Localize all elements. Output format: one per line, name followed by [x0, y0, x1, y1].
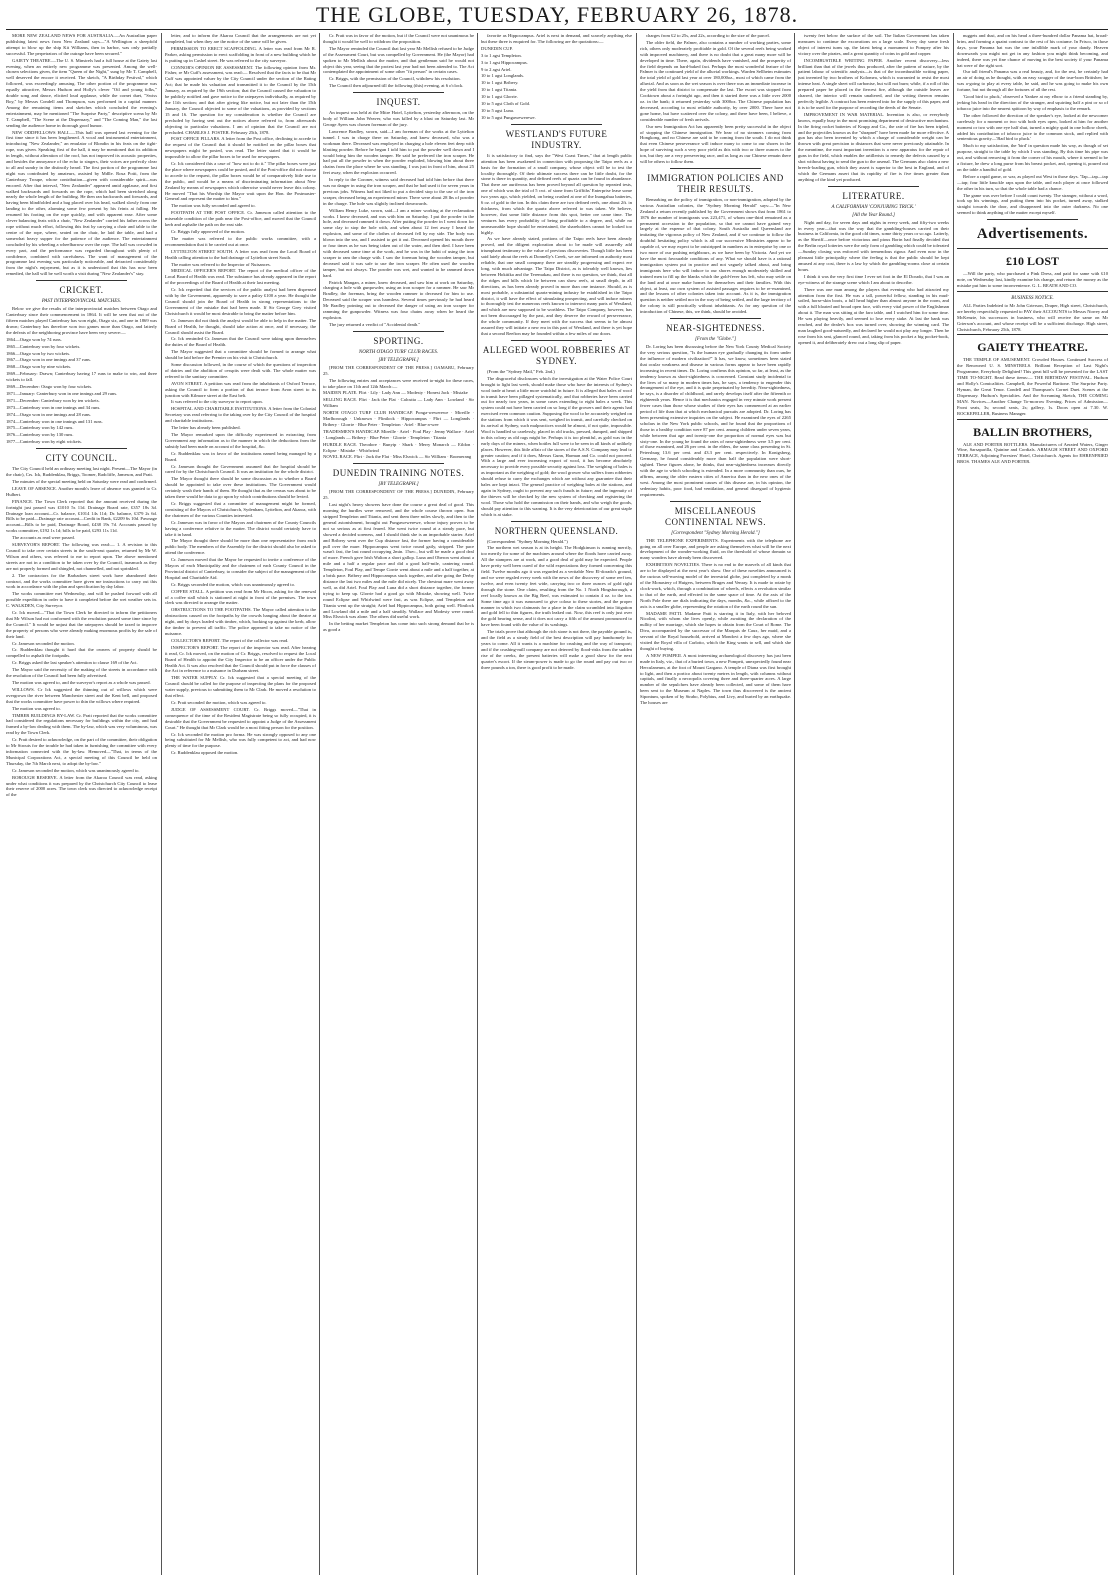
article-paragraph: THE WATER SUPPLY. Cr. Ick suggested that a special meeting of the Council should be called for the purpose of inspecting the plans for the proposed water supply, previous to submitting them to Mr Clark. He moved a resolution to that effect. — [165, 675, 316, 699]
section-heading: INQUEST. — [376, 97, 421, 108]
article-paragraph: LEAVE OF ABSENCE. Another month's leave of absence was granted to Cr. Hulbert. — [6, 485, 157, 497]
article-paragraph: The Mayor said the necessity of the making of the streets in accordance with the resolution of the Council had been fully advertised. — [6, 667, 157, 679]
article-paragraph: IMPROVEMENT IN WAR MATERIAL. Invention is also, or everybody knows, equally busy in the most promising department of destructive mechanism. In the firing rocket batteries of Krupp and Co., the rate of fire has been tripled, and the projectiles known as the "shrapnel" have been made far more effective. A gun has also been invented by which a charge of considerable weight can be thrown with great precision to distances that were never previously attainable. In the meantime, the most important invention is a new apparatus for the repair of guns in the field, which enables the artillerists to remedy the defects caused by a shot without having to send the gun to the arsenal. The Germans also claim a new breech-loading gun, which they assert is superior to the best in England, and of which the Germans assert that its rapidity of fire is five times greater than anything of the kind yet produced. — [798, 111, 949, 182]
article-paragraph: GAIETY THEATRE.—The U. S. Minstrels had a full house at the Gaiety last evening, when an entirely new programme was presented. Among the well-chosen selections given, the item "Queen of the Night," sung by Mr T. Campbell, well deserved the encore it received. The sketch, "A Birthday Festival," which followed, was exceedingly amusing. The other portion of the programme was equally attractive, Messrs Hudson and Holly's clever "Oil and young folks," double song and dance, elicited loud applause, while the cornet duet, "Swiss Boy," by Messrs Condell and Thompson, was performed in a capital manner. Among the remaining items and sketches which concluded the evening's entertainment, may be mentioned "The Surprise Party," descriptive scena by Mr T. Campbell, "The Scene at the Dispensary," and "The Coming Man," the last sending the audience home in thorough good humor. — [6, 57, 157, 128]
article-paragraph: letter, and to inform the Akaroa Council that the arrangements are not yet completed, but when they are the notice of the same will be given. — [165, 33, 316, 44]
list-item: 1866—Otago won by two wickets. — [6, 350, 71, 356]
masthead-rule — [6, 29, 1108, 30]
article-paragraph: INCOMBUSTIBLE WRITING PAPER. Another recent discovery—less brilliant than that of the jewels thus produced, after the pattern of nature, by the patient labour of scientific analysts—is that of the incombustible writing paper, just invented by two brothers of Kolomea, which is warranted to resist the most intense heat. A single sheet will carbonise, but will not burn; while, if a roll of this prepared paper be placed in the fiercest fire, although the outside leaves are charred, the interior will remain unaltered, and the writing thereon remains perfectly legible. A contract has been entered into for the supply of this paper, and it is to be used for the purpose of recording the deeds of the Senate. — [798, 57, 949, 110]
article-paragraph: Cr. Ick reminded Cr. Jameson that the Council were taking upon themselves the duties of the Board of Health. — [165, 336, 316, 348]
article-paragraph: MADAME PATTI. Madame Patti is starring it in Italy, with her beloved Nicolini, with whom she lives openly, while awaiting the declaration of the nullity of her marriage, which she hopes to obtain from the Court of Rome. The Diva, accompanied by the successor of the Marquis de Caux, her maid, and a servant of the Royal household, arrived at Mondovi a few days ago, where she visited the Royal villa of Carlotto, which the King wants to sell, and which she thought of buying. — [640, 610, 791, 651]
article-paragraph: The City Council held an ordinary meeting last night. Present—The Mayor (in the chair), Crs. Ick, Ruddenklau, Briggs, Toomer, Radcliffe, Jameson, and Pratt. — [6, 466, 157, 478]
section-subheading: PAST INTERPROVINCIAL MATCHES. — [41, 299, 122, 305]
article-paragraph: Cr. Pratt desired to acknowledge, on the part of the committee, their obligation to Mr Strouts for the trouble he had taken in furnishing the committee with every information connected with the by-law. Hemoved—"That, in terms of the Municipal Corporations Act, a special meeting of this Council be held on Thursday, the 7th March next, to adopt the by-law." — [6, 737, 157, 766]
article-paragraph: Cr. Jameson seconded the motion, which was unanimously agreed to. — [12, 767, 140, 773]
article-paragraph: 'Good bird to pluck,' observed a Yankee at my elbow to a friend standing by, jerking his head in the direction of the stranger, and squirting half a pint or so of tobacco juice into the nearest spittoon by way of emphasis to the remark. — [957, 94, 1108, 111]
article-paragraph: The motion was fully seconded and agreed to. — [171, 203, 256, 209]
article-paragraph: The game was over before I could count twenty. The stranger, without a word, took up his winnings, and putting them into his pocket, turned away, stalked straight towards the door, and disappeared into the outer darkness. No one seemed to think anything of the matter except myself. — [957, 192, 1108, 216]
article-paragraph: An inquest was held at the Mitre Hotel, Lyttelton, yesterday afternoon, on the body of William John Weaver, who was killed by a blast on Saturday last. Mr George Ayers was chosen foreman of the jury. — [323, 110, 474, 127]
article-paragraph: I think it was the very first time I ever set foot in the El Dorado, that I was an eye-witness of the strange scene which I am about to describe. — [798, 273, 949, 285]
ad-headline: BALLIN BROTHERS, — [973, 424, 1092, 439]
article-paragraph: The Mayor remarked upon the difficulty experienced in extracting from Government any information as to the manner in which the deductions from the subsidy had been made on account of the hospital, &c. — [165, 432, 316, 449]
article-paragraph: Patrick Mangan, a miner, knew deceased, and saw him at work on Saturday, charging a hole with gunpowder, using an iron scraper for a rammer. He saw Mr Bradley, the foreman, bring the wooden rammer to deceased for him to use. Deceased said the scraper was harmless. Several times previously he had heard Mr Bradley pointing out to deceased the danger of using an iron scraper for ramming the gunpowder. Witness was four chains away when he heard the explosion. — [323, 279, 474, 320]
article-paragraph: There was one man among the players that evening who had attracted my attention from the first. He was a tall, powerful fellow, standing in his mud-soiled, horse-skin boots, a full head higher than almost anyone in the room, and with a full bloated and broad open face, with every vital power of the Englishman about it. The man was sitting at the faro table, and I watched him for some time. He was playing heavily, and seemed to lose every stake. At last the bank was reached, and the dealer's box was turned over, showing the winning card. The man laughed good-naturedly, and declared he would not play any longer. Then he rose from his seat, glanced round, and, taking from his pocket a big pocket-book, opened it, and deliberately drew out a long slip of paper. — [798, 286, 949, 345]
article-paragraph: Below we give the results of the interprovincial matches between Otago and Canterbury since their commencement in 1864. It will be seen that out of the fifteen matches played Canterbury has won eight, Otago six, and one in 1869 was drawn; Canterbury has therefore won two games more than Otago, and latterly the defeats of the neighboring province have been very severe:— — [6, 306, 157, 335]
article-paragraph: The trials prove that although the rich stone is not there, the payable ground is, and the field as a steady field of the best description will pay handsomely for years to come. All it wants is a machine for crushing and the way of transport; and if the crushing-mill company are not deterred by flood-risks from the sudden rise of the creeks, the present batteries will make a good show for the next quarter's escort. If the steam-power is made to go the round and pay out two or three pounds a ton, there is good profit to be made. — [481, 629, 632, 670]
ad-heading: BUSINESS NOTICE. — [1011, 295, 1054, 301]
section-separator — [670, 318, 761, 319]
article-paragraph: AVON STREET. A petition was read from the inhabitants of Oxford Terrace, asking the Council to form a portion of that terrace from Avon street to its junction with Kilmore street at the East belt. — [165, 380, 316, 398]
article-paragraph: Much to my satisfaction, the 'bird' in question made his way, as though of set purpose, straight to the table by which I was standing. By this time his pipe was out, and without removing it from the corner of his mouth, where it seemed to be a fixture, he drew a long purse from his breast pocket, and, opening it, poured out on the table a handful of gold. — [957, 143, 1108, 172]
ad-headline: £10 LOST — [1005, 254, 1059, 269]
article-paragraph: Cr. Briggs seconded the motion, which was unanimously agreed to. — [171, 581, 296, 587]
list-item: 3 to 1 agst Hippocampus. — [481, 59, 528, 65]
section-heading: WESTLAND'S FUTURE INDUSTRY. — [505, 128, 608, 150]
section-byline: [From the "Globe."] — [694, 337, 737, 343]
article-paragraph: Cr. Jameson did not think the analyst would be able to help in the matter. The Board of Health, he thought, should take action at once, and if necessary, the Council should assist the Board. — [165, 317, 316, 335]
section-separator — [511, 340, 602, 341]
article-paragraph: Cr. Ick regretted that the services of the public analyst had been dispensed with by the Government, apparently to save a paltry £100 a year. He thought the Council should join the Board of Health in strong representations to the Government of the mistake that had been made. If Sir George Grey visited Christchurch it would be most desirable to bring the matter before him. — [165, 287, 316, 316]
section-separator — [828, 186, 919, 187]
column-6 — [798, 33, 949, 1573]
section-heading: ALLEGED WOOL ROBBERIES AT SYDNEY. — [482, 344, 631, 366]
article-paragraph: SURVEYOR'S REPORT. The following was read:— 1. A revision to this Council to take over certain streets in the south-east quarter, returned by Mr W. Wilson and others, was referred to me to report upon. The above mentioned streets are not in a condition to be taken over by the Council, inasmuch as they are not properly formed and shingled, not channelled, and not sprinkled. — [6, 542, 157, 571]
article-paragraph: charges from £2 to 25s, and 22s, according to the size of the parcel. — [646, 33, 770, 38]
advertisements-heading: Advertisements. — [976, 226, 1089, 243]
article-paragraph: The other followed the direction of the speaker's eye, looked at the newcomer carelessly for a moment or two with both eyes open, looked at him for another moment or two with one eye half shut, turned a mighty quid in one hollow cheek, added his contribution of tobacco juice to the common stock, and replied with sententious gravity—'Bad bird to pluck.' — [957, 112, 1108, 142]
list-item: 1874—Otago won in one innings and 28 runs. — [6, 411, 91, 417]
list-item: 3 to 1 agst Templeton. — [481, 52, 522, 58]
section-separator — [36, 280, 127, 281]
article-paragraph: The minutes of the special meeting held on Saturday were read and confirmed. — [12, 479, 157, 484]
section-separator — [353, 92, 444, 93]
article-paragraph: In the betting market Templeton has come into such strong demand that he is as good a — [323, 621, 474, 633]
column-5 — [640, 33, 791, 1573]
article-paragraph: In reply to the Coroner, witness said deceased had told him before that there was no danger in using the iron scraper, and that he had used it for seven years in previous jobs. Witness had not liked to put a decided stop to the use of the iron scraper, deceased being an experienced miner. There were about 28 lbs of powder in the charge. The hole was slightly inclined downwards. — [323, 177, 474, 206]
article-paragraph: The matter was referred to the public works committee, with a recommendation that it be carried out at once. — [165, 235, 316, 247]
column-rule — [161, 33, 162, 1575]
article-paragraph: The works committee met Wednesday, and will be pushed forward with all possible expedition in order to have it completed before the wet weather sets in. C. WALKDEN, City Surveyor. — [6, 591, 157, 609]
article-paragraph: Cr. Briggs, with the permission of the Council, withdrew his resolution. — [329, 76, 461, 82]
list-item: 1874—Canterbury won in one innings and 131 runs. — [6, 418, 103, 424]
result-list — [323, 390, 474, 460]
list-item: MAIDEN PLATE. Flirt · Lily · Lady Ann — Modesty · Honest Jack · Mistake — [323, 390, 468, 396]
article-paragraph: FINANCE. The Town Clerk reported that the amount received during the fortnight just passed was £1010 5s 11d. Drainage Board rate, £357 18s 3d. Drainage loan account—Cr. balance, £1014 14s 11d; Dr. balance, £379 2s 6d. Bills to be paid—Drainage rate account—Credit in Bank, £2209 6s 10d. Pawnage account—Bills to be paid, Drainage Board, £438 19s 7d. Accounts passed by works committee, £192 1s 1d; bills to be paid, £293 11s 11d. — [6, 498, 157, 534]
article-paragraph: 2. The contractors for the Barbadoes street work have abandoned their contract, and the works committee have given me instructions to carry out this work in accordance with the plan and specification by day labor. — [6, 572, 157, 590]
article-paragraph: Cr. Ruddenklau thought it hard that the owners of property should be compelled to asphalt the footpaths. — [6, 647, 157, 659]
article-paragraph: Cr. Jameson thought the Government assumed that the hospital should be cared for by the Christchurch Council. It was an institution for the whole district. — [165, 463, 316, 475]
list-item: 1877—Canterbury won by eight wickets. — [6, 439, 82, 445]
ad-text: —Will the party, who purchased a Pink Dress, and paid for same with £10 note, on Wednesday last, kindly examine his change, and return the money as the mistake put him to some inconvenience. G. L. BEATH AND CO. — [957, 271, 1108, 288]
article-paragraph: The Mayor reminded the Council that last year Mr Mellish refused to be Judge of the Assessment Court, but was compelled by Government. He (the Mayor) had spoken to Mr Mellish about the matter, and that gentleman said he would not object this year, seeing that the protest last year had not been attended to. The Act contemplated the appointment of some other "fit person" in certain cases. — [323, 45, 474, 75]
section-separator — [670, 168, 761, 169]
list-item: 10 to 5 agst Luna. — [481, 107, 515, 113]
result-list — [481, 46, 632, 121]
article-paragraph: Cr. Ruddenklau opposed the motion. — [171, 750, 239, 756]
advertisement — [957, 419, 1108, 466]
section-heading: IMMIGRATION POLICIES AND THEIR RESULTS. — [647, 172, 784, 194]
list-item: 1875—Canterbury won by 142 runs. — [6, 425, 74, 431]
list-item: 10 to 5 agst Pungawewerewe. — [481, 114, 536, 120]
section-byline: [All the Year Round.] — [852, 212, 895, 218]
result-list — [6, 337, 157, 446]
article-paragraph: Cr. Briggs suggested that a committee of management might be formed, consisting of the Mayors of Christchurch, Sydenham, Lyttelton, and Akaroa, with the chairmen of the various Counties interested. — [165, 500, 316, 518]
list-item: 1873—Canterbury won in one innings and 34 runs. — [6, 404, 101, 410]
article-paragraph: Cr. Briggs asked the last speaker's attention to clause 169 of the Act. — [12, 660, 138, 666]
section-heading: NORTHERN QUEENSLAND. — [494, 525, 619, 536]
column-7 — [957, 33, 1108, 1573]
article-paragraph: [FROM THE CORRESPONDENT OF THE PRESS.] OAMARU, February 25. — [323, 364, 474, 376]
section-heading: MISCELLANEOUS CONTINENTAL NEWS. — [665, 505, 766, 527]
article-paragraph: The following entries and acceptances were received to-night for these races, to take place on 11th and 12th March:— — [323, 377, 474, 389]
advertisement — [957, 334, 1108, 416]
column-4 — [481, 33, 632, 1573]
list-item: 10 to 1 agst Longlands. — [481, 73, 524, 79]
list-item: 10 to 1 agst Titania. — [481, 87, 518, 93]
article-paragraph: Before a rapid game, or war, as played out West in those days. 'Tap—tap—tap—tap; four little knuckle raps upon the table, and each player at once followed the other in his turn, so that the whole table had a chance. — [957, 173, 1108, 191]
article-paragraph: The jury returned a verdict of "Accidental death." — [329, 321, 421, 327]
article-paragraph: (From the "Sydney Mail," Feb. 2nd.) — [487, 368, 555, 374]
article-paragraph: Cr. Jameson seconded the motion. — [12, 640, 75, 646]
section-byline: [BY TELEGRAPH.] — [378, 482, 419, 488]
ad-text: ALE AND PORTER BOTTLERS. Manufacturers of Aerated Waters, Ginger Wine, Sarsaparilla, Quinine and Cordials. ARMAGH STREET AND OXFORD TERRACE, Adjoining Foresters' Hotel, Christchurch. Agents for EHRENFRIED BROS. THAMES ALE AND PORTER. — [957, 441, 1108, 465]
article-paragraph: (Correspondent "Sydney Morning Herald.") — [487, 538, 568, 544]
article-paragraph: TIMBER BUILDINGS BY-LAW. Cr. Pratt reported that the works committee had considered the regulations necessary for buildings within the city, and had framed a by-law dealing with them. The by-law, which was very voluminous, was read by the Town Clerk. — [6, 712, 157, 736]
column-rule — [477, 33, 478, 1575]
article-paragraph: LYTTELTON STREET SOUTH. A letter was read from the Local Board of Health calling attention to the bad drainage of Lyttelton street South. — [165, 248, 316, 260]
section-heading: CRICKET. — [59, 285, 104, 296]
column-rule — [319, 33, 320, 1575]
article-paragraph: PERMISSION TO ERECT SCAFFOLDING. A letter was read from Mr R. Parker, asking permission to erect scaffolding in front of a new building which he is putting up in Cashel street. He was referred to the city surveyor. — [165, 45, 316, 63]
list-item: TRADESMEN'S HANDICAP. Mireille · Ariel · Foul Play · Jenny Wallace · Ariel · Longlands — Bribery · Blue Peter · Glorrie · Templeton · Titania — [323, 428, 474, 440]
article-paragraph: CONNOR'S OPINION RE ASSESSMENT. The following opinion from Mr. Fisher, re Mr Cuff's assessment, was read:— Resolved that the facts to be that Mr Cuff was appointed valuer by the City Council under the section of the Rating Act; that he made his valuation and transmitted it to the Council by the 15th January, as required by the 19th section; that the Council caused the valuation to be publicly notified and gave notice to the ratepayers individually, as required by the 11th section; and that after giving like notice, but not later than the 15th January, the Council objected to some of the valuations, as provided by sections 15 and 16. The question for my consideration is whether the Council are precluded by having sent out the notices above referred to, from afterwards objecting to particular valuations. I am of opinion that the Council are not precluded. CHARLES J. FOSTER. February 25th, 1878. — [165, 64, 316, 135]
article-paragraph: MORE NEW ZEALAND NEWS FOR AUSTRALIA.—An Australian paper publishing latest news from New Zealand says—"A Wellington a sheepfold attempt to blow up the ship Kit Williams, then in harbor, was only partially successful. The perpetrators of the outrage have been secured." — [6, 33, 157, 56]
article-paragraph: Our tall friend's Panama was a real beauty, and, for the rest, he certainly had an air of doing as he thought, with an easy swagger of the true-born Britisher; he was a-going to play at every table, he said, and he was going to make his own fortune, but not through all the fortunes of all the rest. — [957, 69, 1108, 93]
article-paragraph: nuggets and dust, and on his head a three-hundred dollar Panama hat, broad-brim, and forming a quaint contrast to the rest of his costume. In Frisco, in those days, your Panama hat was the one infallible mark of your dandy. Heaven downwards you might not get in any fashion you might think becoming, and indeed, there was yet fine chance of moving in the best society if your Panama hat were of the right sort. — [957, 33, 1108, 68]
list-item: 10 to 1 agst Glorrie. — [481, 94, 518, 100]
section-subheading: NORTH OTAGO TURF CLUB RACES. — [358, 349, 439, 355]
list-item: SELLING RACE. Flirt · Jack the Flat · Calcutta — Lady Ann · Lowland · Sir William — [323, 397, 474, 409]
article-paragraph: The letter has already been published. — [171, 425, 241, 431]
article-paragraph: Last night's heavy showers have done the course a great deal of good. This morning the hurdles were removed, and the whole course thrown open. Sun stripped Templeton and Titania, and sent them three miles slowly, and then to the general astonishment, brought out Pungawewerewe, whose injury proves to be not so serious as at first feared. She went twice round at a steady pace, but showed a decided soreness, and I should think she is an improbable starter. Ariel and Bribery went over the Cup distance fast, the former having a considerable pull over the mare. Hippocampus went twice round gaily, stripped. The pace wasn't fast, the last round occupying 2min. 15sec., but will be made a good deal of more. French gave Irish Walton a short gallop. Luna and Oberon went about a mile and a half a regular pace and did a good half-mile, cantering round. Templeton, Foul Play, and Tempe Corrie went about a mile and a half together, at a brisk pace. Bribery and Hippocampus stuck together, and after going the Derby distance the last two miles and the mile did nicely. The chestnut mare went away well, as did Ariel. Foul Play and Luna did a short distance together, the former trying to keep up. Glorrie had a good go with Mistake, showing well. Twice round Eclipse and Whirlwind were fast, as was Eclipse, and Templeton and Titania went up the straight; Ariel had Hippocampus, both going well. Flintlock and Lowland did a mile and a half steadily. Wallace and Modesty were round. Miss Elswick was alone. The others did useful work. — [323, 502, 474, 620]
section-heading: NEAR-SIGHTEDNESS. — [666, 323, 765, 334]
advertisement — [957, 291, 1108, 333]
list-item: NOVEL RACE. Flirt · Jack the Flat · Miss Elswick — Sir William · Boomerang — [323, 454, 472, 460]
masthead: THE GLOBE, TUESDAY, FEBRUARY 26, 1878. — [315, 2, 799, 27]
article-paragraph: COFFEE STALL. A petition was read from Mr Hicon, asking for the renewal of a coffee stall which is stationed at night in front of the premises. The town clerk was directed to arrange the matter. — [165, 588, 316, 606]
article-paragraph: WILLOWS. Cr Ick suggested the thinning out of willows which were overgrown the river between Manchester street and the Kent bell, and proposed that the works committee have power to thin the willows where required. — [6, 686, 157, 704]
section-heading: SPORTING. — [373, 335, 424, 346]
article-paragraph: Cr. Jameson moved that the Mayor be requested to invite a conference of the Mayors of each Municipality and the chairmen of each County Council in the Provincial district of Canterbury, to consider the subject of the management of the Hospital and Charitable Aid. — [165, 557, 316, 580]
column-rule — [953, 33, 954, 1575]
article-paragraph: Cr. Ick considered this a case of "how not to do it." The pillar boxes were just the place where newspapers could be posted, and if the Post-office did not choose to accede to the request, the pillar boxes would be of comparatively little use to the public, and would be a means of discriminating information about New Zealand by means of newspapers which otherwise would never leave this colony. He moved "That his Worship the Mayor wait upon the Hon. the Postmaster-General and represent the matter to him." — [165, 161, 316, 202]
section-heading: CITY COUNCIL. — [45, 453, 118, 464]
section-separator — [511, 521, 602, 522]
list-item: HURDLE RACE. Theodore · Bunyip · Shark · Merry Monarch — Eildon · Eclipse · Mistake · Whirlwind — [323, 441, 474, 453]
list-item: 10 to 1 agst Bribery. — [481, 80, 519, 86]
article-paragraph: POST OFFICE PILLARS. A letter from the Post office, declining to accede to the request of the Council that it should be notified on the pillar boxes that newspapers might be posted, was read. The letter stated that it would be impossible to allow the pillar boxes to be used for newspapers. — [165, 136, 316, 160]
list-item: 1865—Canterbury won by four wickets. — [6, 343, 81, 349]
section-subheading: A CALIFORNIAN 'CONJURING TRICK.' — [831, 204, 916, 210]
article-paragraph: The motion was agreed to. — [12, 705, 61, 711]
section-separator — [511, 124, 602, 125]
list-item: 1871—December: Canterbury won by ten wickets. — [6, 397, 100, 403]
section-byline: [Correspondent "Sydney Morning Herald."] — [671, 530, 760, 536]
list-item: 1864—Otago won by 74 runs. — [6, 336, 62, 342]
ad-headline: GAIETY THEATRE. — [977, 340, 1088, 355]
article-paragraph: favorite as Hippocampus. Ariel is next in demand, and scarcely anything else but these three is enquired for. The following are the quotations:— — [481, 33, 632, 44]
article-paragraph: HOSPITAL AND CHARITABLE INSTITUTIONS. A letter from the Colonial Secretary was read referring to the taking over by the City Council of the hospital and charitable institutions. — [165, 406, 316, 424]
article-paragraph: COLLECTOR'S REPORT. The report of the collector was read. — [171, 637, 289, 643]
article-paragraph: OBSTRUCTIONS TO THE FOOTPATHS. The Mayor called attention to the obstructions caused on the footpaths by the crowds hanging about the theatre at night, and by drays loaded with timber, which, backing up against the kerb, allow the timber to prevent all traffic. The police appeared to take no notice of the nuisance. — [165, 607, 316, 636]
section-separator — [670, 501, 761, 502]
article-paragraph: THE TELEPHONE EXPERIMENTS. Experiments with the telephone are going on all over Europe, and people are asking themselves what will be the next development of the wonder-working fluid, on the threshold of whose domain so many wonders have already been discovered. — [640, 537, 791, 561]
article-paragraph: A NEW POMPEII. A most interesting archaeological discovery has just been made in Italy, viz., that of a buried town, a new Pompeii, unexpectedly found near Herculaneum, at the foot of Mount Gargano. A temple of Diana was first brought to light, and then a portico about twenty metres in length, with columns without capitals, and finally a necropolis covering three and three-quarter acres. A large number of the sepulchres have already been collected, and some of them have been sent to the Museum at Naples. The town thus discovered is the ancient Sipontum, spoken of by Strabo, Polybius, and Livy, and buried by an earthquake. The houses are — [640, 652, 791, 706]
list-item: 1868—Otago won by nine wickets. — [6, 364, 72, 370]
article-paragraph: INSPECTOR'S REPORT. The report of the inspector was read. After hearing it read, Cr. Ick moved, on the motion of Cr. Briggs, resolved to request the Local Board of Health to appoint the City Inspector to be an officer under the Public Health Act. It was also resolved that the Council should put in force the clauses of the Act in reference to a nuisance in Durham street. — [165, 644, 316, 674]
article-paragraph: EXHIBITION NOVELTIES. There is no end to the marvels of all kinds that are to be displayed at the next year's show. One of these novelties announced is the curious self-moving model of the terrestrial globe, just completed by a monk of the Monastery of Huigers, between Bruges and Venray. It is made to rotate by clock-work, which, through a combination of wheels, effects a revolution similar to that of the earth, and effected in the same space of time. At the axis of the North Pole there are dials indicating the days, months, &c., while affixed to the axis is a smaller globe, representing the rotation of the earth round the sun. — [640, 562, 791, 609]
column-rule — [636, 33, 637, 1575]
article-paragraph: William Henry Luke, sworn, said—I am a miner working at the reclamation works. I knew deceased, and was with him on Saturday. I put the powder in the hole, and deceased rammed it down. After putting the powder in I went down for some clay to stop the hole with, and when about 12 feet away I heard the explosion, and some of the clothes of deceased fell by my side. The body was blown into the sea, and I assisted to get it out. Deceased opened his mouth three or four times as he was being taken out of the water, and then died. I have been with deceased some time at the work, and he was in the habit of using the iron scraper to ram the charge with. I saw the foreman bring the wooden tamper, but deceased said it was safe to use the iron scraper. He often used the wooden tamper, but not always. The powder was wet, and wanted to be rammed down hard. — [323, 207, 474, 278]
article-paragraph: Cr. Pratt seconded the motion, which was agreed to. — [171, 699, 267, 705]
article-paragraph: Cr. Ick seconded the motion pro forma. He was strongly opposed to any one being substituted for Mr Mellish, who was fully competent to act, and had now plenty of time for the purpose. — [165, 731, 316, 749]
column-rule — [794, 33, 795, 1575]
ad-text: THE TEMPLE OF AMUSEMENT. Crowded Houses. Continued Success of the Renowned U. S. MINSTRELS. Brilliant Reception of Last Night's Programme, Everybody Delighted! This great bill will be presented for the LAST TIME TO-NIGHT. Read these items:— THE BIRTHDAY FESTIVAL. Hudson and Holly's Comicalities. Campbell, the Powerful Baritone. The Surprise Party. Hyman, the Great Tenor. Condell and Thompson's Cornet Duet. Scenes at the Dispensary. Hudson's Specialties. And the Screaming Sketch, THE COMING MAN. Novices—Another Change To-morrow Evening. Prices of Admission—Front seats, 3s; second seats, 2s; gallery, 1s. Doors open at 7.30. W. ROCKEFELLER, Business Manager. — [957, 357, 1108, 416]
article-paragraph: Cr. Jameson was in favor of the Mayors and chairmen of the County Councils having a conference relative to the matter. The district would certainly have to take it in hand. — [165, 519, 316, 537]
section-separator — [36, 448, 127, 449]
article-paragraph: MEDICAL OFFICER'S REPORT. The report of the medical officer of the Local Board of Health was read. The substance has already appeared in the report of the proceedings of the Board of Health at their last meeting. — [165, 268, 316, 286]
article-paragraph: Night and day, for seven days and nights in every week, and fifty-two weeks in every year—that was the way that the gambling-houses carried on their business in California, in the good old times, some thirty years or so ago. Latterly, as the Sheriff—once before victorious and pious Borin had finally decided that the Berlin royal lotteries were the only form of gambling which could be tolerated—Sunday closing was enforced with tremendous rigour. And even now in the pleasant little principality where the feeling is that the public should be kept amused at any cost, there is a law by which the gambling-rooms close at certain hours. — [798, 219, 949, 272]
article-paragraph: Dr. Loring has been discussing before the New York County Medical Society the very serious question, "Is the human eye gradually changing its form under the influence of modern civilization?" It has, we know, sometimes been stated that ocular weakness and disease in various forms appear to have been rapidly increasing in recent times. Dr. Loring confirms this opinion, so far, at least, as the tendency known as short-sightedness is concerned. Constant study incidental to the lives of so many in modern times has, he says, a tendency to engender this derangement of the eye, and it is quite perpetuated by heredity. Near-sightedness, he says, is a disorder of childhood, and rarely develops itself after the fifteenth or eighteenth years. Hence it is that mechanics engaged in very minute work present fewer cases than those whose studies of their eyes has commenced at an earlier period of life than that at which mechanical pursuits are adopted. Dr. Loring has been presenting extensive inquiries on the subject. He examined the eyes of 2265 scholars in the New York public schools, and he found that the proportions of those in a healthy condition were 87 per cent. among children under seven years, while between that age and twenty-one the proportion of normal eyes was but sixty-one. In the young he found the rates of near-sightedness were 3.5 per cent. of those examined, and 26 per cent. in the elders, the same class presenting in St. Petersburg 13.6 per cent. and 43.3 per cent. respectively. In Konigsberg, Germany, he found considerably more than half the population were short-sighted. These figures alone, he thinks, that near-sightedness increases directly with the age to which schooling is extended. In a more community than ours, he affirms, among the older eastern cities of America than in the new ones of the west. Among the most prominent causes of this disease are, in his opinion, the sedentary habits, poor food, bad ventilation, and general disregard of hygienic requirements. — [640, 344, 791, 497]
article-paragraph: It was referred to the city surveyor to report upon. — [171, 399, 263, 405]
article-paragraph: Some discussion followed, in the course of which the questions of inspection of dairies and the abolition of cesspits were dealt with. The whole matter was referred to the sanitary committee. — [165, 362, 316, 379]
list-item: 9 to 2 agst Ariel. — [481, 66, 512, 72]
list-item: 1867—Otago won in one innings and 37 runs. — [6, 357, 91, 363]
article-paragraph: The disgraceful disclosures which the investigation at the Water Police Court brought to light last week, should make those who have the interests of Sydney's wool trade at heart a little more watchful in future. It is alleged that bales of wool in transit have been pillaged systematically, and that robberies have been carried out for nearly two years, in some cases extending to eight bales a week. This system could not have been carried on so long if the growers and their agents had exercised even common caution. Supposing the wool to be accurately weighed on the stations from which it was sent, weighed in transit, and carefully checked on its arrival at Sydney, such malpractices would be almost, if not quite, impossible. Wool is handled so carelessly, placed in old trucks, pressed, dumped, and shipped in this colony as old rags might be. Perhaps it is too plentiful, as gold was in the early days of the miners, when bottles full were to be seen in all kinds of unlikely places. However, this little affair of the stores of the A.S.N. Company may lead to greater caution; and if it does, Messrs Gunn, Harman and Co. could not proceed. With a large and ever increasing export of wool, it has become absolutely necessary to provide every possible security against loss. The weighing of bales is as important as the weighing of gold; the wool grower who suffers from robberies should refuse to carry the exchanges which are without any guarantee that their bales are kept intact. The general practice of weighing bales at the stations, and again in Sydney, ought to prevent any such frauds in future; and the ingenuity of the thieves will be checked by the new system of checking and registering the wool. Those who hold the commission on their hands, and who weigh the goods, should pay attention to this warning. It is the very deterioration of our great staple which is at stake. — [481, 375, 632, 517]
article-paragraph: The Mayor thought there should be more than one representative from each public body. The members of the Assembly for the district should also be asked to attend the conference. — [165, 538, 316, 556]
list-item: 10 to 5 agst Cloth of Gold. — [481, 101, 531, 107]
article-paragraph: It is satisfactory to find, says the "West Coast Times," that at length public attention has been awakened in connection with proposing the Taipo reefs as a basis for the formation of a small company, whose object will be to test the locality thoroughly. Of their ultimate success there can be little doubt, for the stone is there in quantity, and defined reefs of quartz can be found in abundance. That there are auriferous has been proved beyond all question by repeated tests, one of which was the trial of 5 cwt. of stone from Griffiths' Enterprise lease some two years ago, which yielded, on being crushed at one of the Inangahua batteries, 6 oz. of gold to the ton. In this claim there are two defined reefs, one about 2ft. in thickness, from which the quartz above referred to was taken. We believe, however, that some little distance from this spot, better ore came time. The ventures has every probability of being profitable to a degree, and, while no unreasonable hope should be entertained, the shareholders cannot be looked too highly. — [481, 152, 632, 235]
article-paragraph: Lawrence Bradley, sworn, said—I am foreman of the works at the Lyttelton tunnel. I was in charge there on Saturday, and knew deceased, who was a workman there. Deceased was employed in charging a hole eleven feet deep with blasting powder. Before he began I told him to put the powder well down and I would bring him the wooden tamper. He said he preferred the iron scraper. He had put all the powder in when the powder exploded, blowing him about three chains from the place where he was standing. I was just in front of him, about 25 feet away, when the explosion occurred. — [323, 128, 474, 176]
column-2 — [165, 33, 316, 1573]
section-heading: LITERATURE. — [842, 190, 905, 201]
section-separator — [353, 463, 444, 464]
list-item: DUNEDIN CUP. — [481, 45, 513, 51]
article-paragraph: BOROUGH RESERVE. A letter from the Akaroa Council was read, asking under what conditions it was prepared by the Christchurch City Council to lease their reserve of 2000 acres. The town clerk was directed to acknowledge receipt of the — [6, 774, 157, 798]
article-paragraph: JUDGE OF ASSESSMENT COURT. Cr. Briggs moved—"That in consequence of the time of the Resident Magistrate being so fully occupied, it is desirable that the Government be requested to appoint a Judge of the Assessment Court." He thought that Mr Clark would be a most fitting person for the position. — [165, 706, 316, 730]
article-paragraph: twenty feet below the surface of the soil. The Italian Government has taken measures to continue the excavations on a large scale. Every day some fresh object of interest turns up, the latest being a monument to Pompey after his victory over the pirates, and a great quantity of coins in gold and copper. — [798, 33, 949, 56]
article-paragraph: Our new Immigration Act has apparently been pretty successful in the object of stopping the Chinese immigration. We hear of no steamers coming from Hongkong, and no Chinese are said to be coming from the south. I do not think that even Chinese perseverance will induce many to come to our shores in the hope of surviving such a very poor yield as this with two or three ounces to the ton, but they are a very persevering race, and as long as our Chinese remain there will be others to follow them. — [640, 123, 791, 165]
list-item: NORTH OTAGO TURF CLUB HANDICAP. Ponga-wewerewe · Mireille · Marlborough · Unknown · Flintlock · Hippocampus · Flirt — Longlands · Bribery · Glorrie · Blue Peter · Templeton · Ariel · Blue-a-wee — [323, 410, 474, 427]
article-paragraph: The motion was agreed to, and the surveyor's report as a whole was passed. — [12, 680, 151, 685]
article-paragraph: The northern wet season is at its height. The Hodgkinson is running merrily, too merrily for some of the machines around where the floods have carried away. All the stampers are at work, and a good deal of gold may be expected. People have pretty well been cured of the wild expectations they formed concerning this field. Twelve months ago it was regarded as a veritable New El-dorado's ground, and we were regaled every week with the news of the discovery of some reef ten, twelve, and even twenty feet wide, carrying two or three ounces of gold right through the stone. One claim, resulting from the No. 1 North Hingsborough, a reef locally known as the Big Reef, was estimated to contain 4 oz. to the ton. Some time ago it was rumoured to give colour to these stories, and the proper manner in which two claimants for a place in the claim scrambled into litigation and gold fell to thin figures, the truth leaked out. Now, this reef is only just over the gold bearing sense, and it does not carry a fifth of the amount pronounced to have been found with the value of its washings. — [481, 545, 632, 628]
ad-text: ALL Parties Indebted to Mr John Grierson, Draper, High street, Christchurch, are hereby respectfully requested to PAY their ACCOUNTS to Messrs Norrey and McKenzie, his successors in business, who will receive the same on Mr Grierson's account, and whose receipt will be a sufficient discharge. High street, Christchurch, February 25th, 1878. — [957, 302, 1108, 332]
article-paragraph: [FROM THE CORRESPONDENT OF THE PRESS.] DUNEDIN, February 25. — [323, 489, 474, 501]
article-paragraph: Cr. Ruddenklau was in favor of the institutions named being managed by a Board. — [165, 450, 316, 462]
section-heading: DUNEDIN TRAINING NOTES. — [332, 468, 465, 479]
article-paragraph: The matter was referred to the Inspector of Nuisances. — [171, 261, 271, 267]
article-paragraph: Cr. Briggs fully approved of the motion. — [171, 229, 246, 234]
list-item: 1869—February: Drawn; Canterbury having 17 runs to make to win, and three wickets to fall. — [6, 371, 157, 383]
column-1 — [6, 33, 157, 1573]
article-paragraph: FOOTPATH AT THE POST OFFICE. Cr. Jameson called attention to the miserable condition of the path near the Post-office, and moved that the Council kerb and asphalte the path on the east side. — [165, 210, 316, 228]
article-paragraph: As we have already stated, portions of the Taipo reefs have been already proved, and the diligent exploration about to be made will assuredly add triumphant testimony to the value of previous discoveries. Though little has been said lately about the reefs at Donnelly's Creek, we are informed on authority most reliable, that one small company there are steadily progressing and expect ere long, with much advantage. The Taipo District, as is tolerably well known, lies between Hokitika and the Teremakau, and there is no question, we think, that all the ridges and hills which lie between can show reefs, at small depth, in all directions, as has been already proved in more than one instance. Should, as is most probable, a substantial quartz-mining industry be established in the Taipo district, it will have the effect of stimulating prospecting, and will induce miners to thoroughly test the numerous reefs known to intersect many parts of Westland, and which are now supposed to be worthless. The Taipo Company, however, has not been discouraged by the past, and they deserve the reward of perseverance, the whole community. If they meet with the success that seems to be almost assured they will initiate a new era in this part of Westland, and there is yet hope that a second Reefton may be founded within a few miles of our doors. — [481, 236, 632, 336]
article-paragraph: The Council then adjourned till the following (this) evening, at 6 o'clock. — [329, 83, 464, 89]
article-paragraph: The accounts as read were passed. — [12, 535, 76, 541]
column-3 — [323, 33, 474, 1573]
article-paragraph: NEW ODDFELLOWS HALL.—This hall was opened last evening for the first time since it has been lengthened. A vocal and instrumental entertainment, introducing "New Zealander," an emulator of Blondin in his feats on the tight-rope, was given. Speaking first of the hall, it may be mentioned that its addition in length, without alteration of the roof, has not improved its acoustic properties, and besides the annoyance of the echo to singers, their voices are perfectly clear to all and sundry in the distinctly heard. The first portion of the programme last night was contributed by amateurs, assisted by Mdlle. Rosa Potti, from the Canterbury Troupe, whose contribution—given with considerable spirit—was encored. After that interval, "New Zealander" appeared amid applause, and first walked backwards and forwards on the rope, which had been stretched along nearly the whole length of the building. He then ran backwards and forwards, and having been blindfolded and a bag placed over his head, walked slowly from one landing to the other, alarming some few present by his feints at falling. He resumed his footing on the rope quickly, and with apparent ease. After some clever balancing feats with a chair, "New Zealander" carried his father across the rope without much effort, following this feat by carrying a chair and table to the centre of the rope, where, seated on the chair, he laid the table, and had a somewhat heavy supper for the patience of the audience. The entertainment concluded by his wheeling a wheelbarrow over the rope. The hall was crowded in every part, and the performance was regarded throughout with plenty of confidence, combined with carefulness. The want of management of the programme last evening was particularly noticeable, and detracted considerably from the night's enjoyment, but as it is understood that this has now been remedied, the hall will be well worth a visit during "New Zealander's" stay. — [6, 129, 157, 277]
article-paragraph: The Mayor suggested that a committee should be formed to arrange what should be laid before the Premier on his visit to Christchurch. — [165, 349, 316, 361]
list-item: 1869—December: Otago won by four wickets. — [6, 384, 93, 390]
article-paragraph: Cr. Pratt was in favor of the motion, but if the Council were not unanimous he thought it would be well to withdraw the proposition. — [323, 33, 474, 44]
section-byline: [BY TELEGRAPH.] — [378, 357, 419, 363]
section-separator — [987, 219, 1078, 220]
list-item: 1871—January: Canterbury won in one innings and 29 runs. — [6, 390, 118, 396]
article-paragraph: The Mayor thought there should be some discussion as to whether a Board should be appointed to take over these institutions. The Government would certainly wash their hands of them. He thought that as the census was about to be taken there would be data to go upon by which contributions should be levied. — [165, 476, 316, 500]
article-paragraph: The older field, the Palmer, also contains a number of working parties, some rich, others only moderately profitable in gold. Of the several reefs being worked with improved machinery, and there is no doubt that a great many more will be developed in time. There, again, dividends have vanished, and the prosperity of the field depends on hard-baked fact. Perhaps the most wonderful feature of the Palmer is the continued yield of the alluvial workings. Warden Sellheim estimates the total yield of gold last year at over 180,000oz., most of which came from the alluvial. And as soon as the wet season is over there was an immediate increase in the yield from that district to compensate the last. The escort was stopped from Cooktown about a fortnight ago, and then it started there was a little over 2000 oz. in the bank; it returned yesterday with 3000oz. The Chinese population has decreased, according to most reliable authority, by over 2000. There have not gone home, but have scattered over the colony, and there have been, I believe, a considerable number of fresh arrivals. — [640, 39, 791, 122]
article-paragraph: Remarking on the policy of immigration, or non-immigration, adopted by the various Australian colonies, the "Sydney Morning Herald" says:—"In New Zealand a return recently published by the Government shows that from 1861 to 1876 the number of immigrants was 223,471, of whom one-third remained as a permanent accession to the population, so that we cannot have gained very largely at the expense of that colony. South Australia and Queensland are imitating the vigorous policy of New Zealand, and if we continue to follow the doubtful hesitating policy which is all our successive Ministries appear to be capable of, we may expect to be outstripped in numbers as in enterprise by one or two more of our pushing neighbours, as we have been by Victoria. And yet we have the most favourable conditions of any. What we should have is a rational immigration system put in practice and not vaguely talked about, and bring immigrants here who will induce to our shores enough moderately skilled and trained men to fill up the blanks which the gold-fever has left, who may settle on the land and at once make homes for themselves and their families. With this object, at least, our own system of assisted passages requires to be re-examined, and the lessons of other colonies taken into account. As it is, the immigration question is neither settled nor in the way of being settled, and the large territory of the colony is still practically without inhabitants. As for any question of the introduction of Chinese, this, we think, should be avoided. — [640, 196, 791, 315]
advertisement — [957, 248, 1108, 289]
list-item: 1876—Canterbury won by 130 runs. — [6, 432, 74, 438]
article-paragraph: Cr. Ick moved—"That the Town Clerk be directed to inform the petitioners that Mr Wilson had not conformed with the resolution passed some time since by the Council." It would be unjust that the ratepayers should be taxed to improve the property of persons who were already making enormous profits by the sale of their land. — [6, 610, 157, 639]
section-separator — [353, 331, 444, 332]
